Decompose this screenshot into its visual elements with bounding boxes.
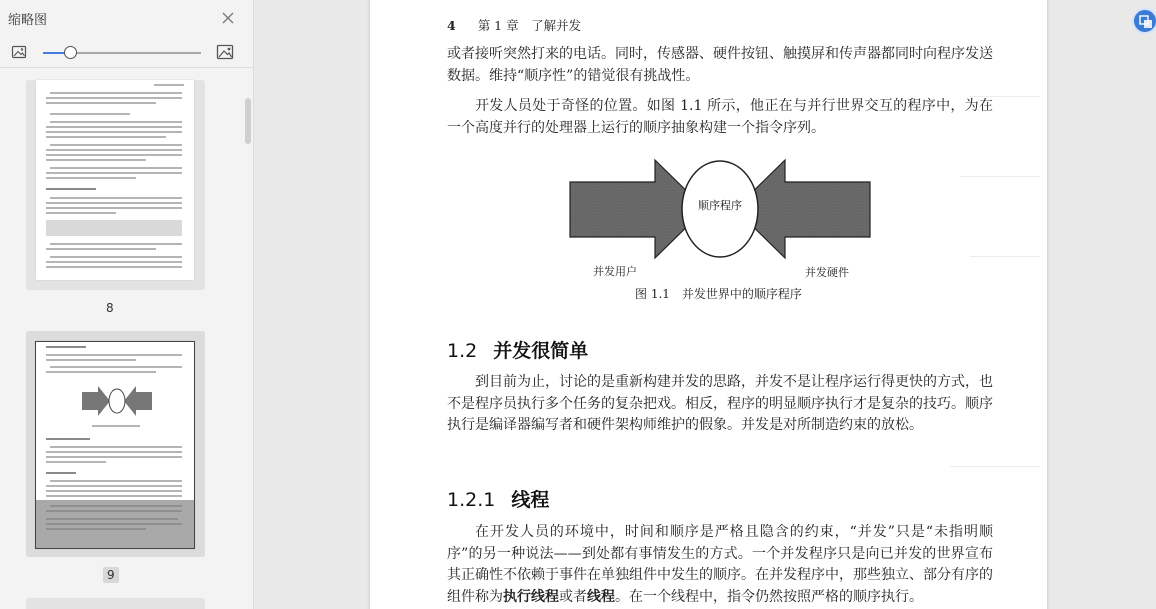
paragraph: 到目前为止，讨论的是重新构建并发的思路，并发不是让程序运行得更快的方式，也不是程序员执行多个任务的复杂把戏。相反，程序的明显顺序执行才是复杂的技巧。顺序执行是编译器编写者和硬件架构师维护的假象。并发是对所制造约束的放松。 [447,374,993,433]
thumbnail-page-10[interactable] [26,598,205,609]
right-label: 并发硬件 [805,266,849,279]
document-viewer[interactable] [254,0,1156,609]
thumbnail-page-number: 8 [106,301,114,315]
paragraph: 开发人员处于奇怪的位置。如图 1.1 所示，他正在与并行世界交互的程序中，为在一个高度并行的处理器上运行的顺序抽象构建一个指令序列。 [447,98,993,136]
thumbnail-page-number: 9 [103,567,119,583]
thumbnail-page-image [36,80,194,280]
section-title: 并发很简单 [493,340,589,362]
close-icon[interactable] [220,10,236,26]
figure-1-1-diagram [565,153,875,277]
term-execution-thread: 执行线程 [503,588,559,605]
section-number: 1.2 [447,340,478,362]
paragraph: 或者接听突然打来的电话。同时，传感器、硬件按钮、触摸屏和传声器都同时向程序发送数据。维持“顺序性”的错觉很有挑战性。 [447,46,993,84]
section-heading-1-2 [447,336,588,363]
paragraph: 在开发人员的环境中，时间和顺序是严格且隐含的约束，“并发”只是“未指明顺序”的另一种说法——到处都有事情发生的方式。一个并发程序只是向已并发的世界宣布其正确性不依赖于事件在单独组件中发生的顺序。在并发程序中，那些独立、部分有序的组件称为执行线程或者线程。在一个线程中，指令仍然按照严格的顺序执行。 [447,524,993,605]
translate-icon [1139,15,1153,29]
floating-tool-button[interactable] [1132,8,1156,34]
header-chapter-title: 第 1 章 了解并发 [477,18,582,33]
section-title: 线程 [511,489,550,511]
zoom-slider-thumb[interactable] [64,46,77,59]
left-label: 并发用户 [593,265,637,278]
zoom-in-image-icon[interactable] [216,44,234,60]
header-page-number: 4 [447,18,456,33]
figure-caption: 图 1.1 并发世界中的顺序程序 [635,287,802,301]
sidebar-scrollbar[interactable] [245,98,251,144]
running-header [447,16,581,34]
thumbnail-sidebar [0,0,254,609]
thumbnail-zoom-toolbar [0,40,254,68]
thumbnail-page-8[interactable] [26,80,205,290]
sidebar-title: 缩略图 [8,13,48,28]
section-heading-1-2-1 [447,485,549,512]
thumbnail-page-9[interactable] [26,331,205,557]
term-thread: 线程 [587,588,615,605]
document-page [370,0,1047,609]
zoom-out-image-icon[interactable] [11,45,27,59]
center-label: 顺序程序 [698,199,742,212]
thumbnail-page-image [35,341,195,549]
section-number: 1.2.1 [447,489,496,511]
